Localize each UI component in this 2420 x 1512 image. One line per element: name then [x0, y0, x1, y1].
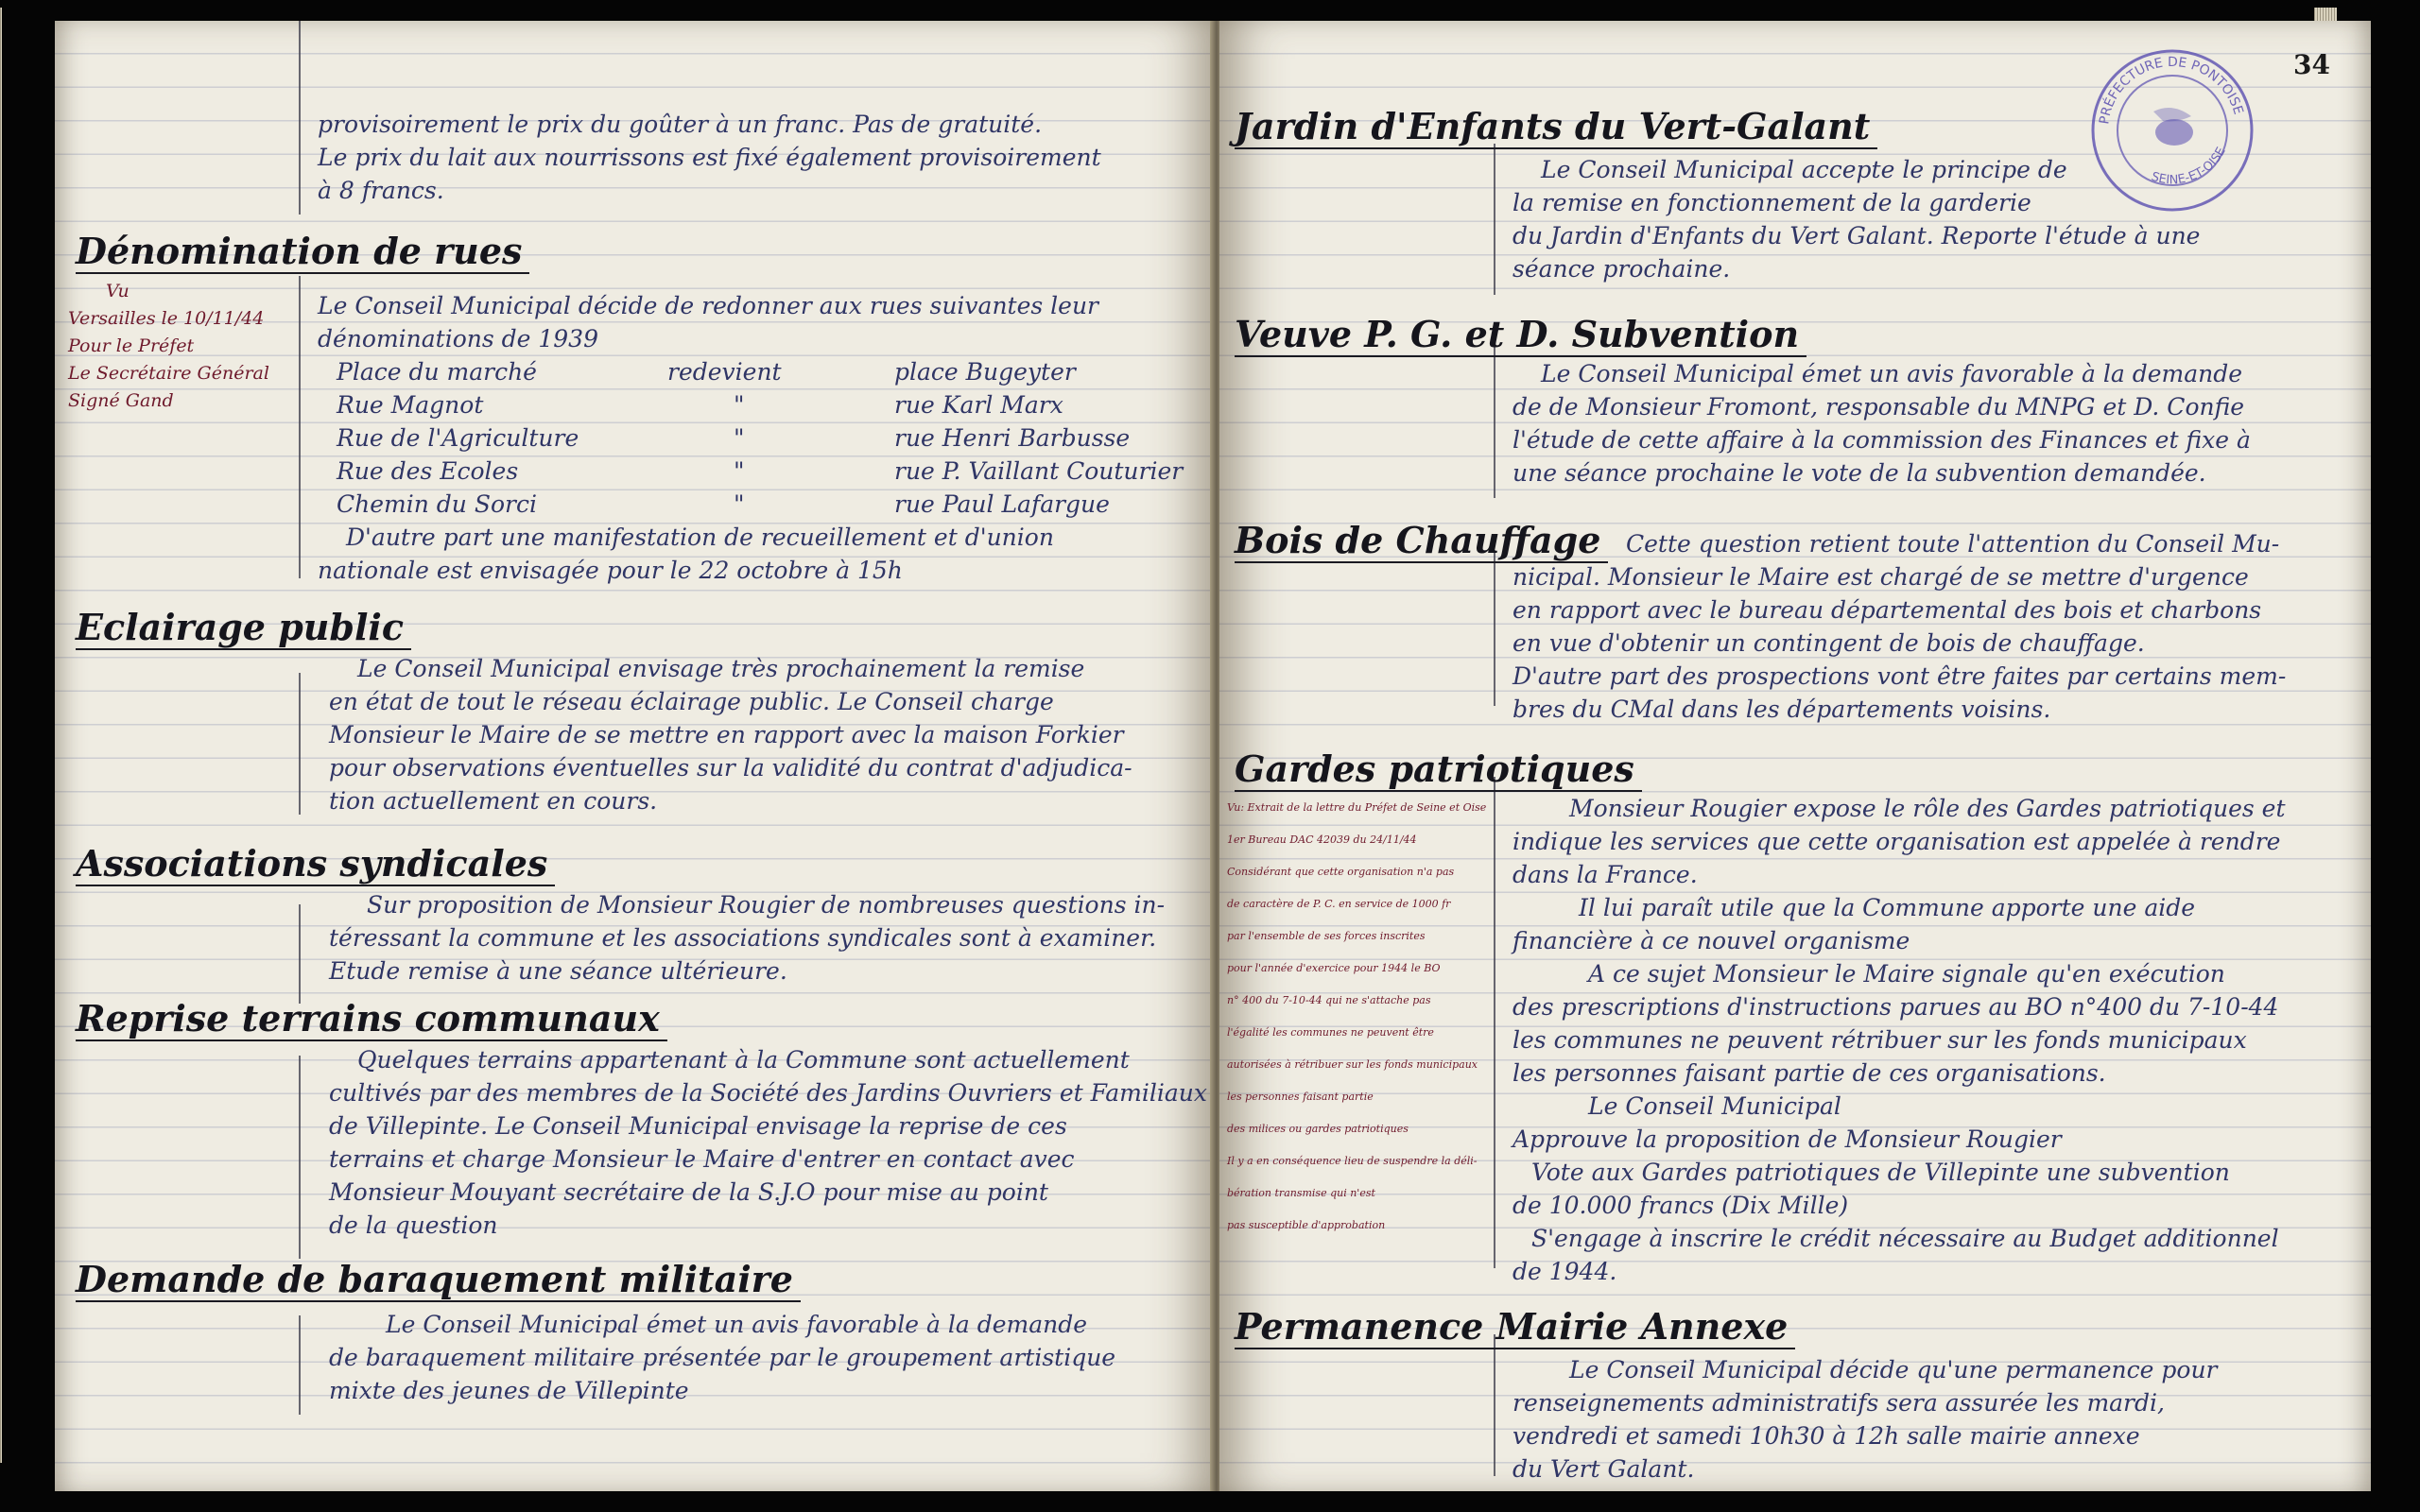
note-line: par l'ensemble de ses forces inscrites	[1227, 930, 1426, 942]
text-line: la remise en fonctionnement de la garderie	[1512, 189, 2031, 216]
eclairage-text	[329, 652, 1132, 817]
new-street-name: rue Henri Barbusse	[894, 424, 1131, 452]
section-title: Reprise terrains communaux	[76, 998, 667, 1041]
text-line: Sur proposition de Monsieur Rougier de nombreuses questions in-	[367, 891, 1166, 919]
text-line: D'autre part une manifestation de recueillement et d'union	[346, 524, 1054, 551]
note-line: de caractère de P. C. en service de 1000 fr	[1227, 898, 1451, 910]
margin-note-prefect	[1227, 792, 1486, 1242]
note-line: Vu: Extrait de la lettre du Préfet de Seine et Oise	[1227, 801, 1487, 814]
note-line: Considérant que cette organisation n'a pas	[1227, 866, 1455, 878]
text-line: tion actuellement en cours.	[329, 787, 658, 815]
text-line: renseignements administratifs sera assurée les mardi,	[1512, 1389, 2165, 1417]
section-title: Demande de baraquement militaire	[76, 1259, 801, 1302]
veuve-text	[1512, 357, 2251, 490]
margin-rule	[299, 1056, 301, 1259]
permanence-text	[1512, 1353, 2218, 1486]
text-line: indique les services que cette organisation est appelée à rendre	[1512, 828, 2281, 855]
text-line: A ce sujet Monsieur le Maire signale qu'en exécution	[1588, 960, 2225, 988]
table-row	[318, 355, 1192, 388]
margin-rule	[1494, 144, 1495, 295]
text-line: séance prochaine.	[1512, 255, 1731, 283]
reprise-text	[329, 1043, 1207, 1242]
verb: "	[734, 457, 745, 485]
margin-rule	[1494, 1334, 1495, 1476]
baraquement-text	[329, 1308, 1115, 1407]
text-line: nicipal. Monsieur le Maire est chargé de se mettre d'urgence	[1512, 563, 2249, 591]
street-table	[318, 355, 1192, 521]
note-line: Le Secrétaire Général	[68, 363, 269, 384]
text-line: en rapport avec le bureau départemental des bois et charbons	[1512, 596, 2262, 624]
text-line: vendredi et samedi 10h30 à 12h salle mairie annexe	[1512, 1422, 2140, 1450]
text-line: terrains et charge Monsieur le Maire d'entrer en contact avec	[329, 1145, 1075, 1173]
text-line: nationale est envisagée pour le 22 octobre à 15h	[318, 557, 903, 584]
text-line: de la question	[329, 1211, 498, 1239]
new-street-name: rue Karl Marx	[894, 391, 1063, 419]
intro-text	[318, 108, 1101, 207]
note-line: Vu	[106, 281, 130, 301]
right-page	[1219, 21, 2371, 1491]
text-line: Le Conseil Municipal décide de redonner aux rues suivantes leur	[318, 292, 1099, 319]
note-line: des milices ou gardes patriotiques	[1227, 1123, 1409, 1135]
verb: "	[734, 424, 745, 452]
section-title: Dénomination de rues	[76, 231, 529, 274]
text-line: Etude remise à une séance ultérieure.	[329, 957, 787, 985]
text-line: de 10.000 francs (Dix Mille)	[1512, 1192, 1849, 1219]
text-line: les communes ne peuvent rétribuer sur les fonds municipaux	[1512, 1026, 2247, 1054]
old-street-name: Rue de l'Agriculture	[337, 424, 579, 452]
section-baraquement	[76, 1259, 801, 1302]
section-denomination	[76, 231, 529, 274]
text-line: du Vert Galant.	[1512, 1455, 1695, 1483]
section-jardin	[1235, 106, 1877, 149]
page-number: 34	[2293, 49, 2330, 80]
section-associations	[76, 843, 555, 886]
text-line: Le Conseil Municipal émet un avis favorable à la demande	[386, 1311, 1088, 1338]
text-line: Le Conseil Municipal émet un avis favorable à la demande	[1541, 360, 2243, 387]
text-line: en état de tout le réseau éclairage public. Le Conseil charge	[329, 688, 1054, 715]
text-line: une séance prochaine le vote de la subvention demandée.	[1512, 459, 2206, 487]
margin-rule	[1494, 550, 1495, 706]
text-line: pour observations éventuelles sur la validité du contrat d'adjudica-	[329, 754, 1132, 782]
section-veuve	[1235, 314, 1806, 357]
left-page	[55, 21, 1216, 1491]
text-line: Monsieur Mouyant secrétaire de la S.J.O pour mise au point	[329, 1178, 1048, 1206]
note-line: autorisées à rétribuer sur les fonds municipaux	[1227, 1058, 1478, 1071]
text-line: l'étude de cette affaire à la commission des Finances et fixe à	[1512, 426, 2251, 454]
bois-text	[1512, 527, 2286, 726]
margin-rule	[299, 276, 301, 578]
margin-rule	[299, 673, 301, 815]
margin-note-approval	[68, 278, 269, 415]
text-line: de baraquement militaire présentée par le groupement artistique	[329, 1344, 1116, 1371]
verb: redevient	[667, 358, 782, 386]
verb: "	[734, 490, 745, 518]
text-line: Le Conseil Municipal	[1588, 1092, 1841, 1120]
margin-rule	[1494, 777, 1495, 1268]
new-street-name: rue Paul Lafargue	[894, 490, 1110, 518]
table-row	[318, 421, 1192, 455]
table-row	[318, 455, 1192, 488]
text-line: Le Conseil Municipal accepte le principe de	[1541, 156, 2067, 183]
text-line: bres du CMal dans les départements voisins.	[1512, 696, 2051, 723]
stamp-top-text: PRÉFECTURE DE PONTOISE	[2097, 54, 2246, 126]
note-line: l'égalité les communes ne peuvent être	[1227, 1026, 1434, 1039]
note-line: Pour le Préfet	[68, 335, 195, 356]
note-line: Il y a en conséquence lieu de suspendre la déli-	[1227, 1155, 1478, 1167]
margin-rule	[299, 904, 301, 1004]
old-street-name: Rue des Ecoles	[337, 457, 519, 485]
text-line: D'autre part des prospections vont être faites par certains mem-	[1512, 662, 2287, 690]
new-street-name: rue P. Vaillant Couturier	[894, 457, 1184, 485]
section-eclairage	[76, 607, 411, 650]
text-line: provisoirement le prix du goûter à un franc. Pas de gratuité.	[318, 111, 1043, 138]
old-street-name: Chemin du Sorci	[337, 490, 537, 518]
table-row	[318, 488, 1192, 521]
margin-rule	[299, 21, 301, 215]
note-line: Versailles le 10/11/44	[68, 308, 265, 329]
old-street-name: Place du marché	[337, 358, 537, 386]
margin-rule	[1494, 347, 1495, 498]
section-title: Gardes patriotiques	[1235, 748, 1642, 792]
prefecture-stamp-icon	[2087, 45, 2257, 215]
text-line: les personnes faisant partie de ces organisations.	[1512, 1059, 2106, 1087]
note-line: pour l'année d'exercice pour 1944 le BO	[1227, 962, 1441, 974]
text-line: Le prix du lait aux nourrissons est fixé également provisoirement	[318, 144, 1101, 171]
text-line: Approuve la proposition de Monsieur Rougier	[1512, 1125, 2062, 1153]
section-title: Permanence Mairie Annexe	[1235, 1306, 1795, 1349]
text-line: Il lui paraît utile que la Commune apporte une aide	[1579, 894, 2196, 921]
text-line: Vote aux Gardes patriotiques de Villepinte une subvention	[1531, 1159, 2230, 1186]
section-title: Bois de Chauffage	[1235, 520, 1608, 563]
section-title: Veuve P. G. et D. Subvention	[1235, 314, 1806, 357]
text-line: de Villepinte. Le Conseil Municipal envisage la reprise de ces	[329, 1112, 1067, 1140]
new-street-name: place Bugeyter	[894, 358, 1076, 386]
text-line: dans la France.	[1512, 861, 1698, 888]
text-line: S'engage à inscrire le crédit nécessaire au Budget additionnel	[1531, 1225, 2279, 1252]
text-line: Monsieur Rougier expose le rôle des Gardes patriotiques et	[1569, 795, 2286, 822]
text-line: à 8 francs.	[318, 177, 444, 204]
stamp-bottom-text: SEINE-ET-OISE	[2149, 145, 2229, 188]
left-page-edge	[0, 8, 2, 1463]
note-line: pas susceptible d'approbation	[1227, 1219, 1386, 1231]
gardes-text	[1512, 792, 2286, 1288]
associations-text	[329, 888, 1165, 988]
text-line: Monsieur le Maire de se mettre en rapport avec la maison Forkier	[329, 721, 1124, 748]
text-line: des prescriptions d'instructions parues au BO n°400 du 7-10-44	[1512, 993, 2279, 1021]
text-line: Quelques terrains appartenant à la Commune sont actuellement	[357, 1046, 1130, 1074]
open-register-book	[55, 21, 2371, 1491]
text-line: du Jardin d'Enfants du Vert Galant. Reporte l'étude à une	[1512, 222, 2201, 249]
section-gardes	[1235, 748, 1642, 792]
text-line: dénominations de 1939	[318, 325, 598, 352]
note-line: les personnes faisant partie	[1227, 1091, 1374, 1103]
text-line: en vue d'obtenir un contingent de bois de chauffage.	[1512, 629, 2145, 657]
section-title: Associations syndicales	[76, 843, 555, 886]
text-line: cultivés par des membres de la Société des Jardins Ouvriers et Familiaux	[329, 1079, 1207, 1107]
section-title: Jardin d'Enfants du Vert-Galant	[1235, 106, 1877, 149]
text-line: financière à ce nouvel organisme	[1512, 927, 1910, 954]
text-line: Le Conseil Municipal envisage très prochainement la remise	[357, 655, 1085, 682]
section-permanence	[1235, 1306, 1795, 1349]
table-row	[318, 388, 1192, 421]
note-line: bération transmise qui n'est	[1227, 1187, 1375, 1199]
note-line: 1er Bureau DAC 42039 du 24/11/44	[1227, 833, 1417, 846]
margin-rule	[299, 1315, 301, 1415]
note-line: n° 400 du 7-10-44 qui ne s'attache pas	[1227, 994, 1431, 1006]
text-line: mixte des jeunes de Villepinte	[329, 1377, 689, 1404]
text-line: de 1944.	[1512, 1258, 1617, 1285]
note-line: Signé Gand	[68, 390, 174, 411]
section-title: Eclairage public	[76, 607, 411, 650]
verb: "	[734, 391, 745, 419]
old-street-name: Rue Magnot	[337, 391, 484, 419]
text-line: Le Conseil Municipal décide qu'une permanence pour	[1569, 1356, 2218, 1383]
denomination-text	[318, 289, 1192, 587]
section-reprise	[76, 998, 667, 1041]
text-line: Cette question retient toute l'attention du Conseil Mu-	[1626, 530, 2280, 558]
text-line: de de Monsieur Fromont, responsable du MNPG et D. Confie	[1512, 393, 2245, 421]
text-line: téressant la commune et les associations syndicales sont à examiner.	[329, 924, 1157, 952]
